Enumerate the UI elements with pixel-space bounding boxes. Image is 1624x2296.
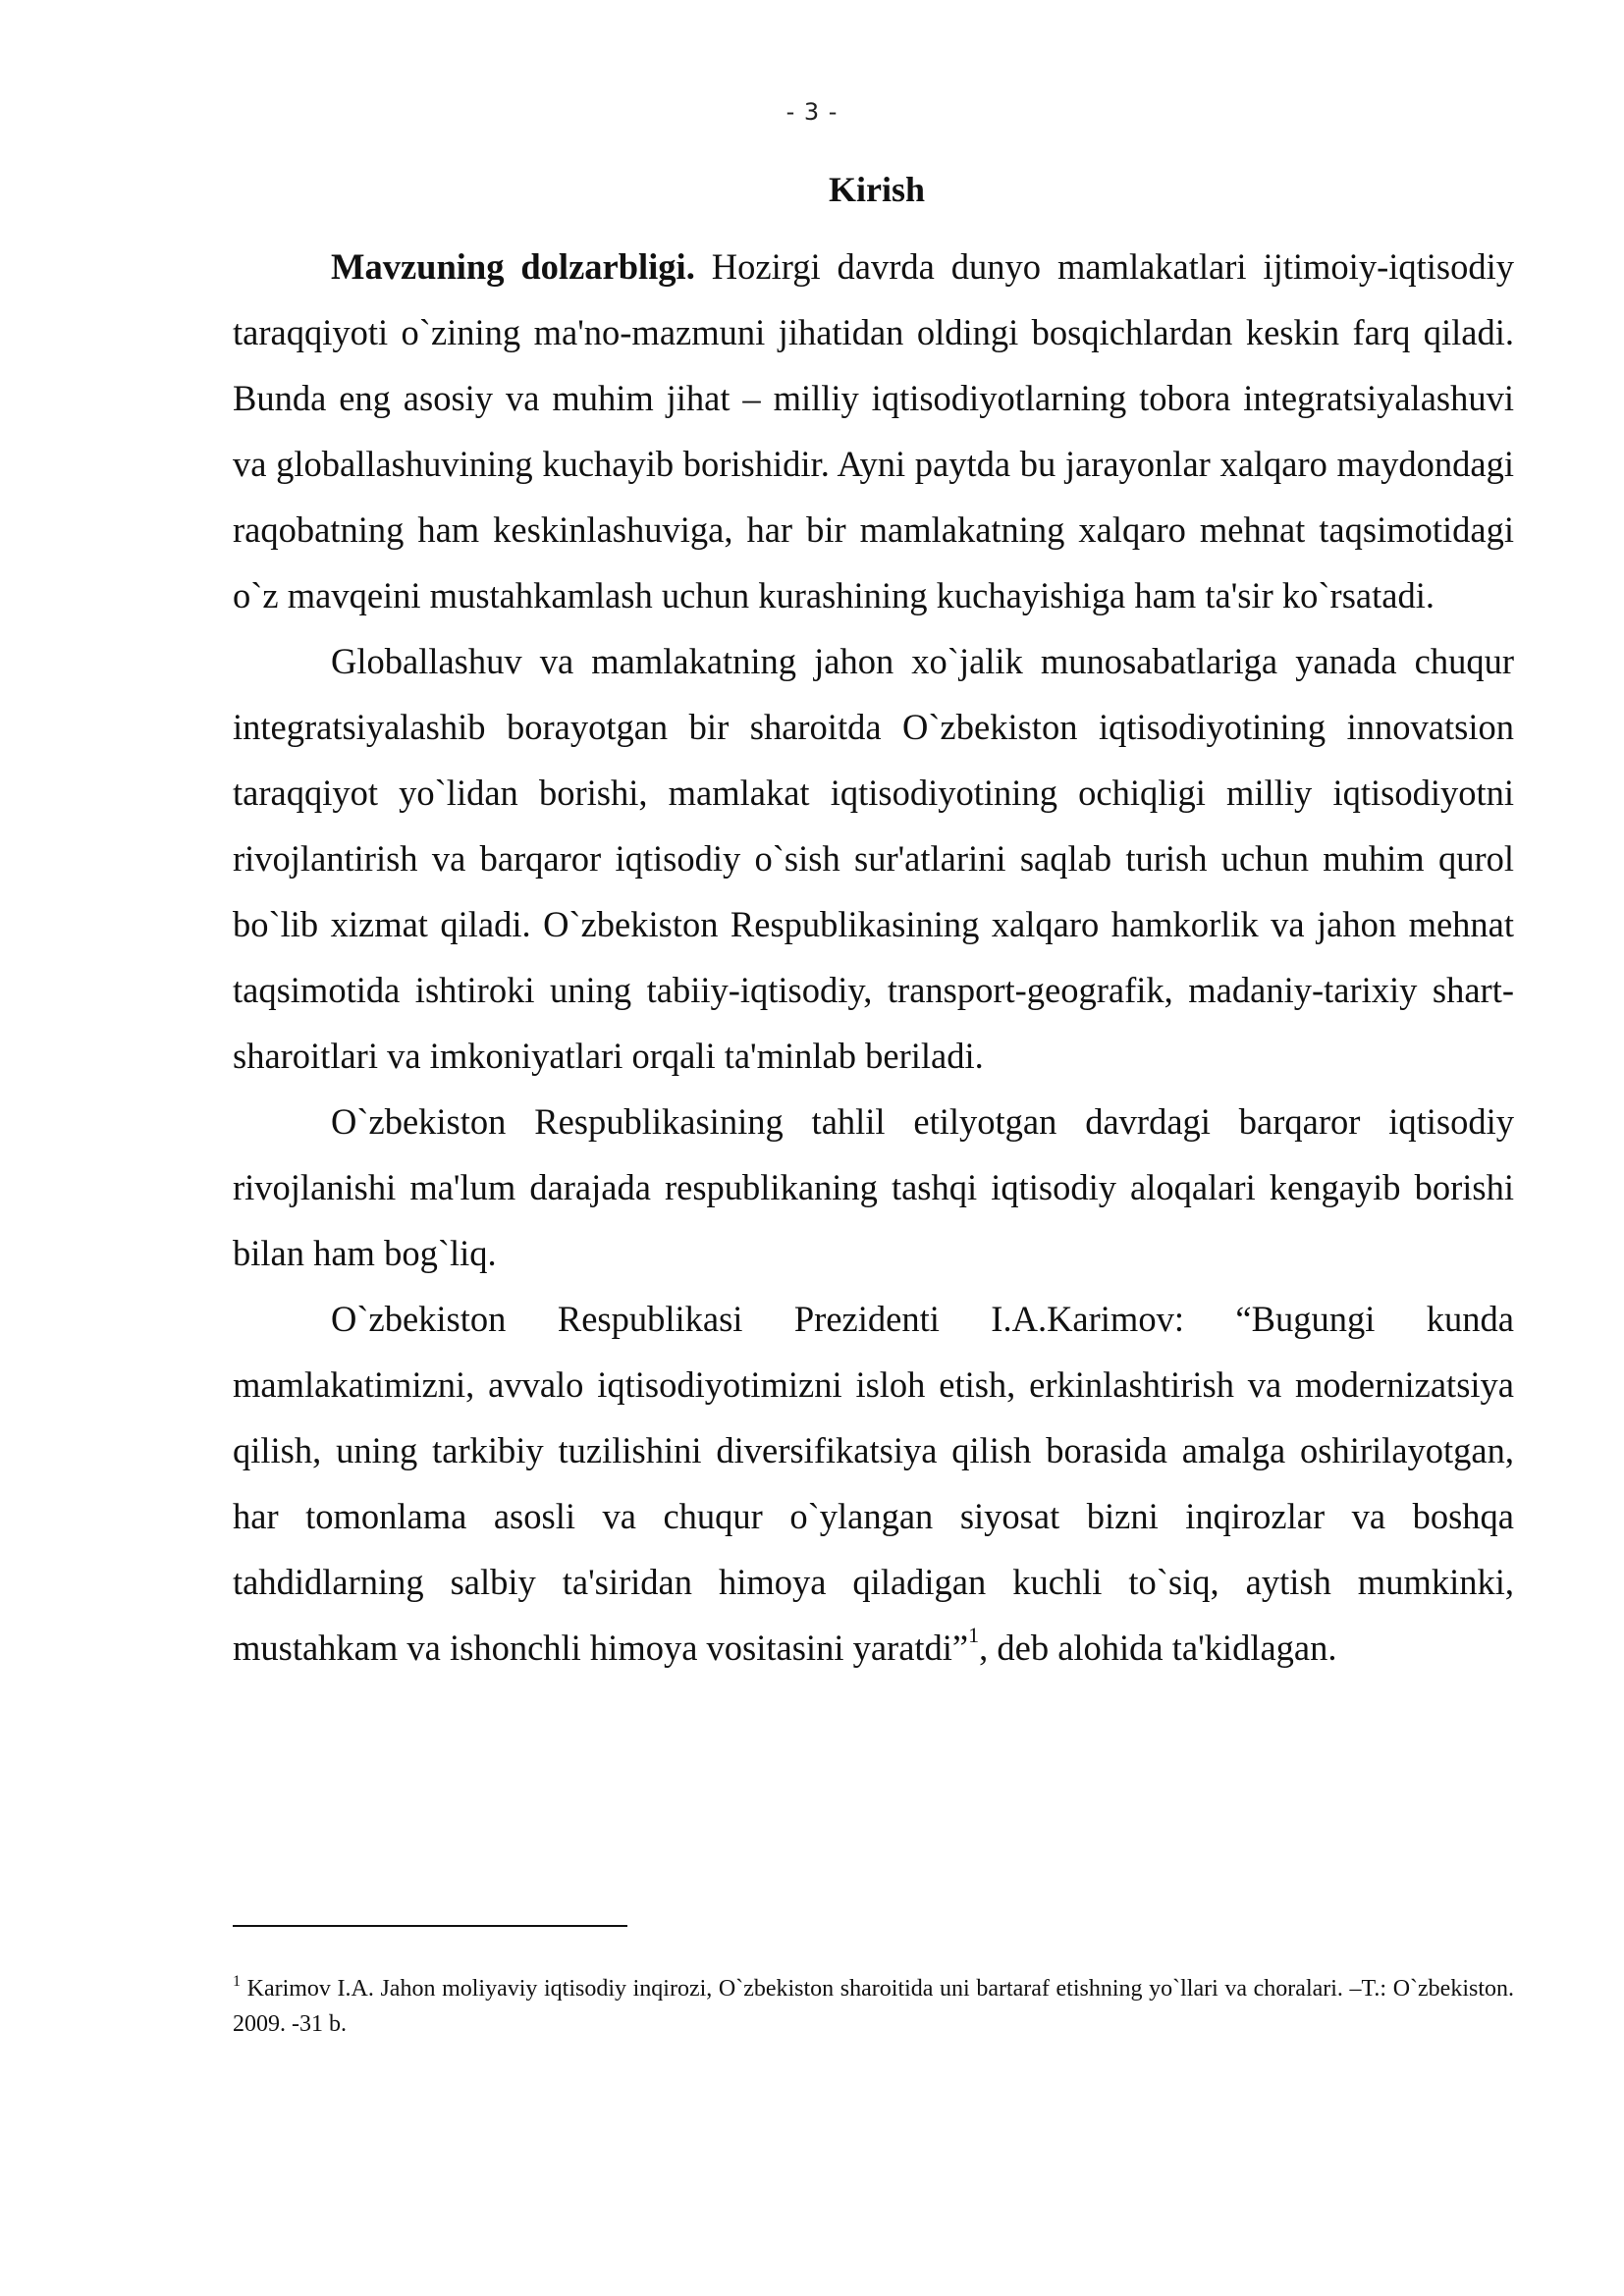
paragraph-1-text: Hozirgi davrda dunyo mamlakatlari ijtimoiy-iqtisodiy taraqqiyoti o`zining ma'no-mazmuni jihatidan oldingi bosqichlardan keskin farq qiladi. Bunda eng asosiy va muhim jihat – milliy iqtisodiyotlarning tobora integratsiyalashuvi va globallashuvining kuchayib borishidir. Ayni paytda bu jarayonlar xalqaro maydondagi raqobatning ham keskinlashuviga, har bir mamlakatning xalqaro mehnat taqsimotidagi o`z mavqeini mustahkamlash uchun kurashining kuchayishiga ham ta'sir ko`rsatadi. [233,246,1514,615]
paragraph-4 [233,1286,1514,1681]
footnote-reference: 1 [968,1623,980,1647]
paragraph-4-text-after: , deb alohida ta'kidlagan. [979,1628,1337,1668]
section-heading: Kirish [828,170,925,209]
footnote [233,1971,1514,2042]
paragraph-lead: Mavzuning dolzarbligi. [331,246,695,287]
paragraph-2: Globallashuv va mamlakatning jahon xo`jalik munosabatlariga yanada chuqur integratsiyalashib borayotgan bir sharoitda O`zbekiston iqtisodiyotining innovatsion taraqqiyot yo`lidan borishi, mamlakat iqtisodiyotining ochiqligi milliy iqtisodiyotni rivojlantirish va barqaror iqtisodiy o`sish sur'atlarini saqlab turish uchun muhim qurol bo`lib xizmat qiladi. O`zbekiston Respublikasining xalqaro hamkorlik va jahon mehnat taqsimotida ishtiroki uning tabiiy-iqtisodiy, transport-geografik, madaniy-tarixiy shart-sharoitlari va imkoniyatlari orqali ta'minlab beriladi. [233,641,1514,1076]
footnote-text: Karimov I.A. Jahon moliyaviy iqtisodiy inqirozi, O`zbekiston sharoitida uni bartaraf etishning yo`llari va choralari. –T.: O`zbekiston. 2009. -31 b. [233,1976,1514,2037]
page-number: - 3 - [785,98,839,126]
body-text [233,234,1514,1681]
footnote-separator [233,1925,627,1927]
paragraph-1 [233,234,1514,628]
paragraph-3: O`zbekiston Respublikasining tahlil etilyotgan davrdagi barqaror iqtisodiy rivojlanishi ma'lum darajada respublikaning tashqi iqtisodiy aloqalari kengayib borishi bilan ham bog`liq. [233,1101,1514,1273]
paragraph-4-text: O`zbekiston Respublikasi Prezidenti I.A.Karimov: “Bugungi kunda mamlakatimizni, avvalo iqtisodiyotimizni isloh etish, erkinlashtirish va modernizatsiya qilish, uning tarkibiy tuzilishini diversifikatsiya qilish borasida amalga oshirilayotgan, har tomonlama asosli va chuqur o`ylangan siyosat bizni inqirozlar va boshqa tahdidlarning salbiy ta'siridan himoya qiladigan kuchli to`siq, aytish mumkinki, mustahkam va ishonchli himoya vositasini yaratdi” [233,1299,1514,1668]
footnote-marker: 1 [233,1973,241,1990]
